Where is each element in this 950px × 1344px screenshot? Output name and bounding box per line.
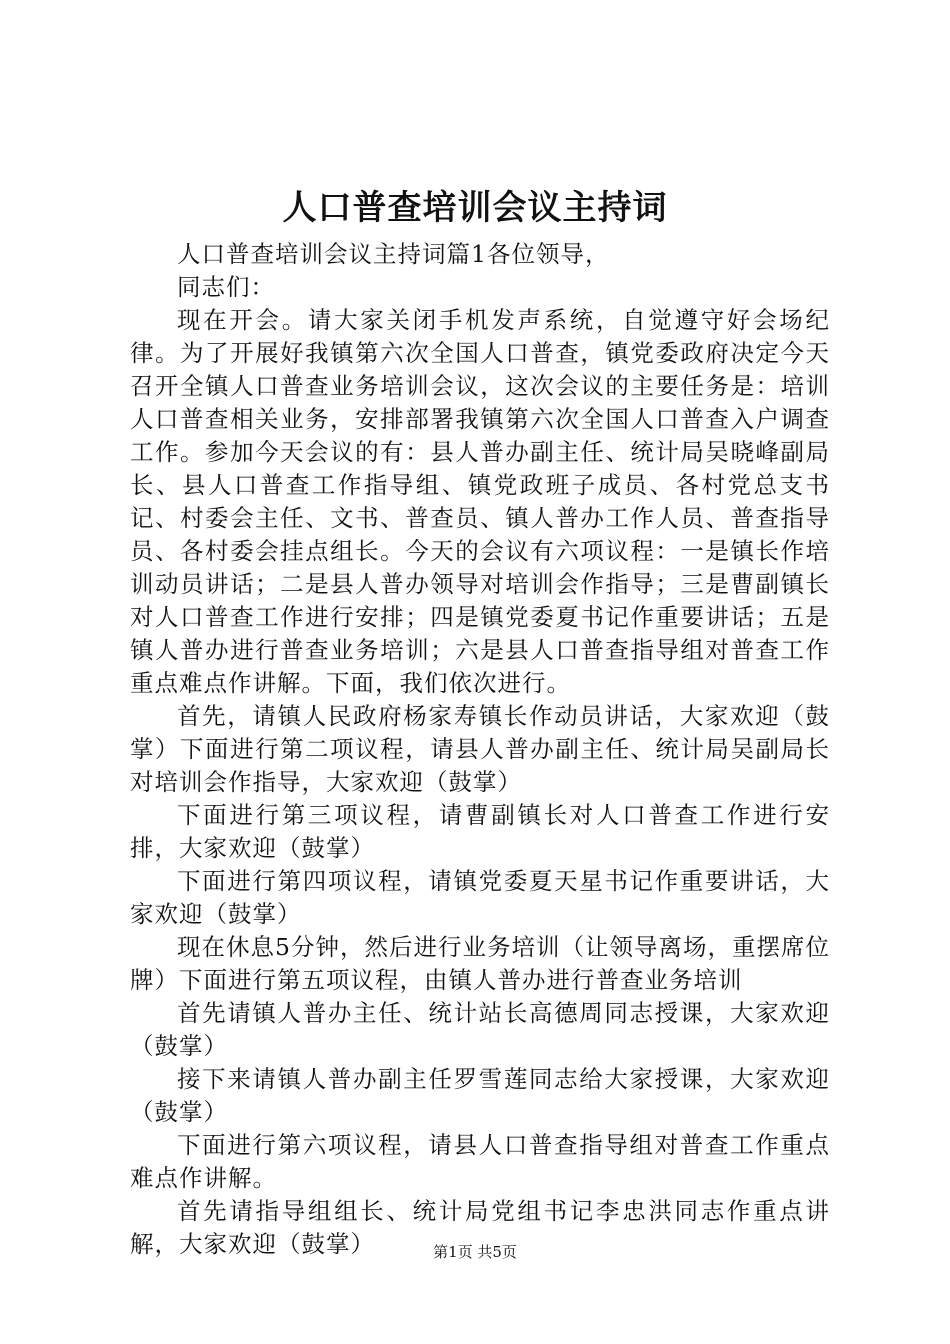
- paragraph-9: 接下来请镇人普办副主任罗雪莲同志给大家授课，大家欢迎（鼓掌）: [130, 1065, 830, 1126]
- paragraph-4: 首先，请镇人民政府杨家寿镇长作动员讲话，大家欢迎（鼓掌）下面进行第二项议程，请县人普办副主任、统计局吴副局长对培训会作指导，大家欢迎（鼓掌）: [130, 702, 830, 796]
- paragraph-2: 同志们：: [177, 273, 275, 301]
- paragraph-10: 下面进行第六项议程，请县人口普查指导组对普查工作重点难点作讲解。: [130, 1131, 830, 1192]
- paragraph-8: 首先请镇人普办主任、统计站长高德周同志授课，大家欢迎（鼓掌）: [130, 999, 830, 1060]
- paragraph-11: 首先请指导组组长、统计局党组书记李忠洪同志作重点讲解，大家欢迎（鼓掌）: [130, 1197, 830, 1258]
- paragraph-5: 下面进行第三项议程，请曹副镇长对人口普查工作进行安排，大家欢迎（鼓掌）: [130, 801, 830, 862]
- paragraph-7: 现在休息5分钟，然后进行业务培训（让领导离场，重摆席位牌）下面进行第五项议程，由镇人普办进行普查业务培训: [130, 933, 830, 994]
- document-body: [130, 238, 830, 1261]
- paragraph-3: 现在开会。请大家关闭手机发声系统，自觉遵守好会场纪律。为了开展好我镇第六次全国人口普查，镇党委政府决定今天召开全镇人口普查业务培训会议，这次会议的主要任务是：培训人口普查相关业务，安排部署我镇第六次全国人口普查入户调查工作。参加今天会议的有：县人普办副主任、统计局吴晓峰副局长、县人口普查工作指导组、镇党政班子成员、各村党总支书记、村委会主任、文书、普查员、镇人普办工作人员、普查指导员、各村委会挂点组长。今天的会议有六项议程：一是镇长作培训动员讲话；二是县人普办领导对培训会作指导；三是曹副镇长对人口普查工作进行安排；四是镇党委夏书记作重要讲话；五是镇人普办进行普查业务培训；六是县人口普查指导组对普查工作重点难点作讲解。下面，我们依次进行。: [130, 306, 830, 697]
- document-title: 人口普查培训会议主持词: [282, 188, 668, 228]
- page-number-footer: 第1页 共5页: [433, 1243, 517, 1261]
- paragraph-1: 人口普查培训会议主持词篇1各位领导，: [177, 240, 610, 268]
- paragraph-6: 下面进行第四项议程，请镇党委夏天星书记作重要讲话，大家欢迎（鼓掌）: [130, 867, 830, 928]
